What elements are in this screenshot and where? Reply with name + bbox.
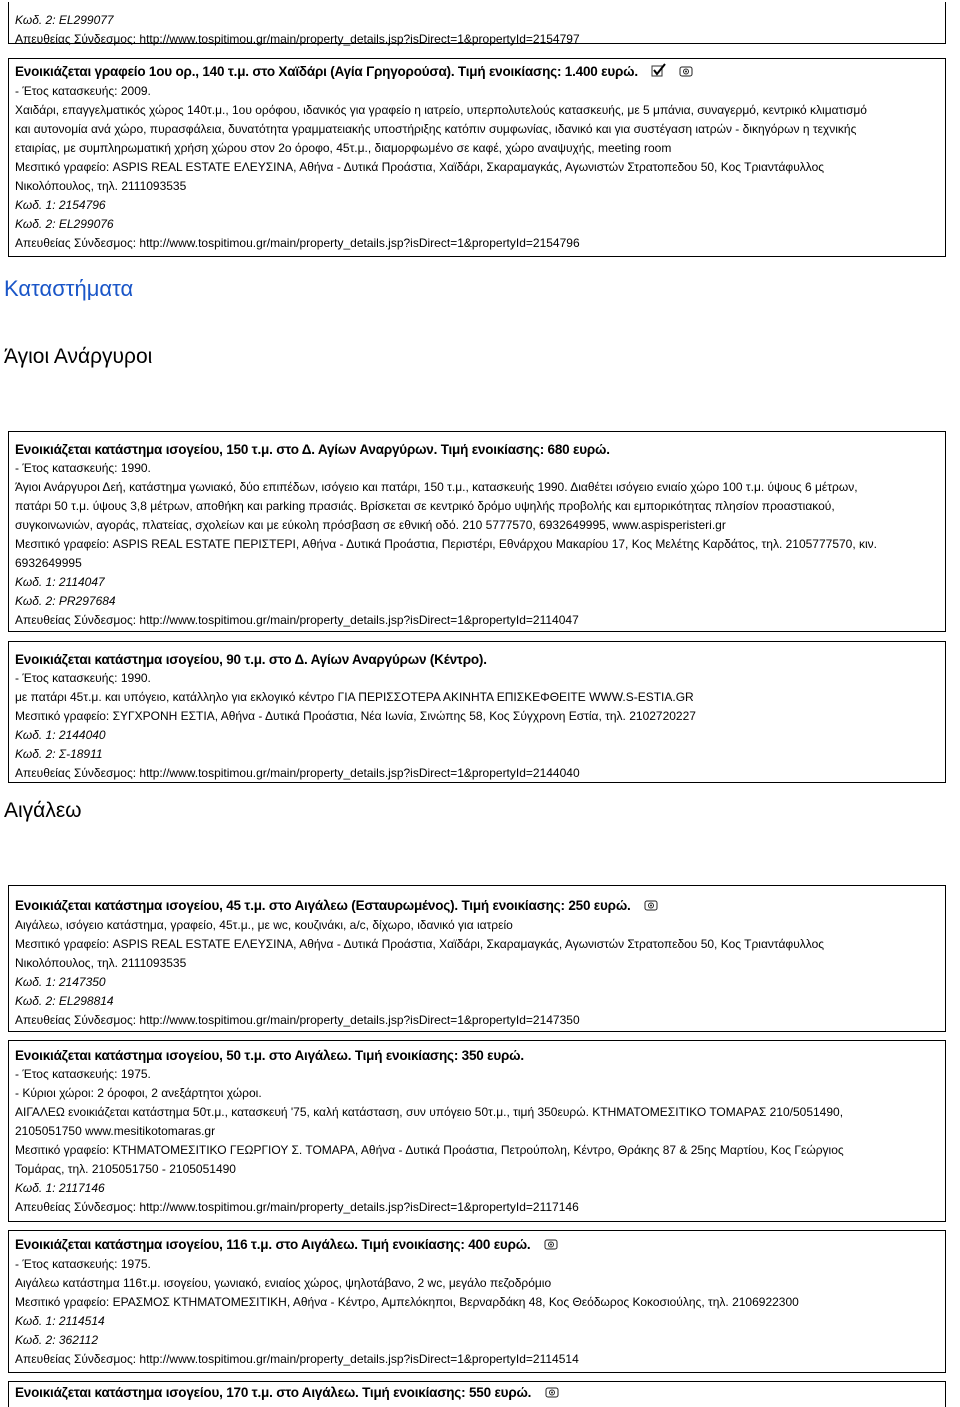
agency-info: Τομάρας, τηλ. 2105051750 - 2105051490 — [15, 1162, 236, 1176]
construction-year: - Έτος κατασκευής: 2009. — [15, 83, 151, 98]
listing-code-2: Κωδ. 2: 362112 — [15, 1332, 99, 1347]
listing-direct-link[interactable]: Απευθείας Σύνδεσμος: http://www.tospitimou.gr/main/property_details.jsp?isDirect=1&propertyId=2154796 — [15, 235, 580, 250]
camera-icon[interactable] — [644, 897, 658, 916]
listing-box — [8, 58, 946, 257]
listing-description: εταιρίας, με συμπληρωματική χρήση χώρου στον 2ο όροφο, 45τ.μ., διαμορφωμένο σε καφέ, χώρο αναψυχής, meeting room — [15, 140, 672, 155]
listing-code-1: Κωδ. 1: 2114514 — [15, 1313, 105, 1328]
listing-box — [8, 885, 946, 1032]
listing-title: Ενοικιάζεται κατάστημα ισογείου, 90 τ.μ. στο Δ. Αγίων Αναργύρων (Κέντρο). — [15, 652, 487, 667]
listing-direct-link[interactable]: Απευθείας Σύνδεσμος: http://www.tospitimou.gr/main/property_details.jsp?isDirect=1&propertyId=2114047 — [15, 613, 579, 627]
listing-description: ΑΙΓΑΛΕΩ ενοικιάζεται κατάστημα 50τ.μ., κατασκευή '75, καλή κατάσταση, συν υπόγειο 50τ.μ., τιμή 350ευρώ. ΚΤΗΜΑΤΟΜΕΣΙΤΙΚΟ ΤΟΜΑΡΑΣ 210/5051490, — [15, 1105, 844, 1119]
listing-code-1: Κωδ. 1: 2147350 — [15, 974, 106, 989]
listing-direct-link[interactable]: Απευθείας Σύνδεσμος: http://www.tospitimou.gr/main/property_details.jsp?isDirect=1&propertyId=2154797 — [15, 32, 580, 46]
construction-year: - Έτος κατασκευής: 1990. — [15, 671, 151, 685]
listing-direct-link[interactable]: Απευθείας Σύνδεσμος: http://www.tospitimou.gr/main/property_details.jsp?isDirect=1&propertyId=2144040 — [15, 766, 580, 780]
camera-icon[interactable] — [545, 1384, 559, 1403]
listing-box — [8, 2, 946, 44]
listing-code-2: Κωδ. 2: Σ-18911 — [15, 747, 103, 761]
listing-box — [8, 1381, 946, 1407]
listing-title: Ενοικιάζεται κατάστημα ισογείου, 50 τ.μ. στο Αιγάλεω. Τιμή ενοικίασης: 350 ευρώ. — [15, 1048, 524, 1063]
listing-description: με πατάρι 45τ.μ. και υπόγειο, κατάλληλο για εκλογικό κέντρο ΓΙΑ ΠΕΡΙΣΣΟΤΕΡΑ ΑΚΙΝΗΤΑ ΕΠΙΣΚΕΦΘΕΙΤΕ WWW.S-ESTIA.GR — [15, 690, 694, 704]
construction-year: - Έτος κατασκευής: 1990. — [15, 461, 151, 475]
agency-info: Μεσιτικό γραφείο: ΚΤΗΜΑΤΟΜΕΣΙΤΙΚΟ ΓΕΩΡΓΙΟΥ Σ. ΤΟΜΑΡΑ, Αθήνα - Δυτικά Προάστια, Πετρούπολη, Κέντρο, Θράκης 87 & 25ης Μαρτίου, Κος Γεώργιος — [15, 1143, 844, 1157]
listing-box — [8, 1230, 946, 1373]
listing-direct-link[interactable]: Απευθείας Σύνδεσμος: http://www.tospitimou.gr/main/property_details.jsp?isDirect=1&propertyId=2117146 — [15, 1200, 579, 1214]
listing-direct-link[interactable]: Απευθείας Σύνδεσμος: http://www.tospitimou.gr/main/property_details.jsp?isDirect=1&propertyId=2147350 — [15, 1012, 580, 1027]
listing-box — [8, 1040, 946, 1222]
listing-code-2: Κωδ. 2: EL299076 — [15, 216, 114, 231]
listing-title-text: Ενοικιάζεται κατάστημα ισογείου, 116 τ.μ. στο Αιγάλεω. Τιμή ενοικίασης: 400 ευρώ. — [15, 1237, 531, 1252]
listing-title: Ενοικιάζεται κατάστημα ισογείου, 150 τ.μ. στο Δ. Αγίων Αναργύρων. Τιμή ενοικίασης: 680 ευρώ. — [15, 442, 610, 457]
agency-info: Μεσιτικό γραφείο: ΕΡΑΣΜΟΣ ΚΤΗΜΑΤΟΜΕΣΙΤΙΚΗ, Αθήνα - Κέντρο, Αμπελόκηποι, Βερναρδάκη 48, Κος Θεόδωρος Κοκοσιούλης, τηλ. 2106922300 — [15, 1294, 799, 1309]
listing-code-2: Κωδ. 2: PR297684 — [15, 594, 116, 608]
category-heading: Καταστήματα — [4, 276, 134, 301]
listing-description: Αιγάλεω, ισόγειο κατάστημα, γραφείο, 45τ.μ., με wc, κουζινάκι, a/c, δίχωρο, ιδανικό για ιατρείο — [15, 917, 513, 932]
agency-info: Νικολόπουλος, τηλ. 2111093535 — [15, 955, 187, 970]
listing-title — [15, 1235, 939, 1255]
agency-info: Μεσιτικό γραφείο: ΣΥΓΧΡΟΝΗ ΕΣΤΙΑ, Αθήνα - Δυτικά Προάστια, Νέα Ιωνία, Σινώπης 58, Κος Σύγχρονη Εστία, τηλ. 2102720227 — [15, 709, 696, 723]
area-heading: Άγιοι Ανάργυροι — [4, 345, 153, 368]
listing-code-2: Κωδ. 2: EL299077 — [15, 13, 114, 27]
listing-title — [15, 1383, 939, 1403]
listing-description: 2105051750 www.mesitikotomaras.gr — [15, 1124, 216, 1138]
construction-year: - Έτος κατασκευής: 1975. — [15, 1256, 151, 1271]
listing-description: Άγιοι Ανάργυροι Δεή, κατάστημα γωνιακό, δύο επιπέδων, ισόγειο και πατάρι, 150 τ.μ., κατασκευής 1990. Διαθέτει ισόγειο ενιαίο χώρο 100 τ.μ. ύψους 6 μέτρων, — [15, 480, 858, 494]
listing-code-1: Κωδ. 1: 2114047 — [15, 575, 105, 589]
agency-info: 6932649995 — [15, 556, 82, 570]
listing-box — [8, 641, 946, 783]
checkbox-icon[interactable] — [651, 63, 667, 82]
listing-code-2: Κωδ. 2: EL298814 — [15, 993, 114, 1008]
listing-description: Χαιδάρι, επαγγελματικός χώρος 140τ.μ., 1ου ορόφου, ιδανικός για γραφείο η ιατρείο, υπερπολυτελούς κατασκευής, με 5 μπάνια, συναγερμό, κεντρικό κλιματισμό — [15, 102, 867, 117]
listing-direct-link[interactable]: Απευθείας Σύνδεσμος: http://www.tospitimou.gr/main/property_details.jsp?isDirect=1&propertyId=2114514 — [15, 1351, 579, 1366]
listing-title — [15, 62, 939, 82]
agency-info: Μεσιτικό γραφείο: ASPIS REAL ESTATE ΕΛΕΥΣΙΝΑ, Αθήνα - Δυτικά Προάστια, Χαϊδάρι, Σκαραμαγκάς, Αγωνιστών Στρατοπεδου 50, Κος Τριαντάφυλλος — [15, 936, 825, 951]
listing-code-1: Κωδ. 1: 2154796 — [15, 197, 106, 212]
listing-title — [15, 896, 939, 916]
listing-description: και αυτονομία ανά χώρο, πυρασφάλεια, δυνατότητα γραμματειακής υποστήριξης κατόπιν συμφωνίας, ιδανικό και για συστέγαση ιατρών - δικηγόρων η τεχνικής — [15, 121, 857, 136]
listing-title-text: Ενοικιάζεται γραφείο 1ου ορ., 140 τ.μ. στο Χαϊδάρι (Αγία Γρηγορούσα). Τιμή ενοικίασης: 1.400 ευρώ. — [15, 64, 638, 79]
listing-description: Αιγάλεω κατάστημα 116τ.μ. ισογείου, γωνιακό, ενιαίος χώρος, ψηλοτάβανο, 2 wc, μεγάλο πεζοδρόμιο — [15, 1275, 552, 1290]
listing-code-1: Κωδ. 1: 2117146 — [15, 1181, 105, 1195]
construction-year: - Έτος κατασκευής: 1975. — [15, 1067, 151, 1081]
agency-info: Νικολόπουλος, τηλ. 2111093535 — [15, 178, 187, 193]
listing-box — [8, 431, 946, 632]
main-rooms: - Κύριοι χώροι: 2 όροφοι, 2 ανεξάρτητοι χώροι. — [15, 1086, 262, 1100]
listing-description: πατάρι 50 τ.μ. ύψους 3,8 μέτρων, αποθήκη και parking πρασιάς. Βρίσκεται σε κεντρικό δρόμο υψηλής προβολής και εμπορικότητας πλησίον προαστιακού, — [15, 499, 835, 513]
agency-info: Μεσιτικό γραφείο: ASPIS REAL ESTATE ΠΕΡΙΣΤΕΡΙ, Αθήνα - Δυτικά Προάστια, Περιστέρι, Εθνάρχου Μακαρίου 17, Κος Μελέτης Καρδάτος, τηλ. 2105777570, κιν. — [15, 537, 878, 551]
listing-title-text: Ενοικιάζεται κατάστημα ισογείου, 45 τ.μ. στο Αιγάλεω (Εσταυρωμένος). Τιμή ενοικίασης: 250 ευρώ. — [15, 898, 631, 913]
agency-info: Μεσιτικό γραφείο: ASPIS REAL ESTATE ΕΛΕΥΣΙΝΑ, Αθήνα - Δυτικά Προάστια, Χαϊδάρι, Σκαραμαγκάς, Αγωνιστών Στρατοπεδου 50, Κος Τριαντάφυλλος — [15, 159, 825, 174]
listing-title-text: Ενοικιάζεται κατάστημα ισογείου, 170 τ.μ. στο Αιγάλεω. Τιμή ενοικίασης: 550 ευρώ. — [15, 1385, 532, 1400]
area-heading: Αιγάλεω — [4, 799, 82, 822]
listing-code-1: Κωδ. 1: 2144040 — [15, 728, 106, 742]
camera-icon[interactable] — [679, 63, 693, 82]
camera-icon[interactable] — [544, 1236, 558, 1255]
listing-description: συγκοινωνιών, αγοράς, πλατείας, σχολείων και με εύκολη πρόσβαση σε εθνική οδό. 210 5777570, 6932649995, www.aspisperisteri.gr — [15, 518, 726, 532]
